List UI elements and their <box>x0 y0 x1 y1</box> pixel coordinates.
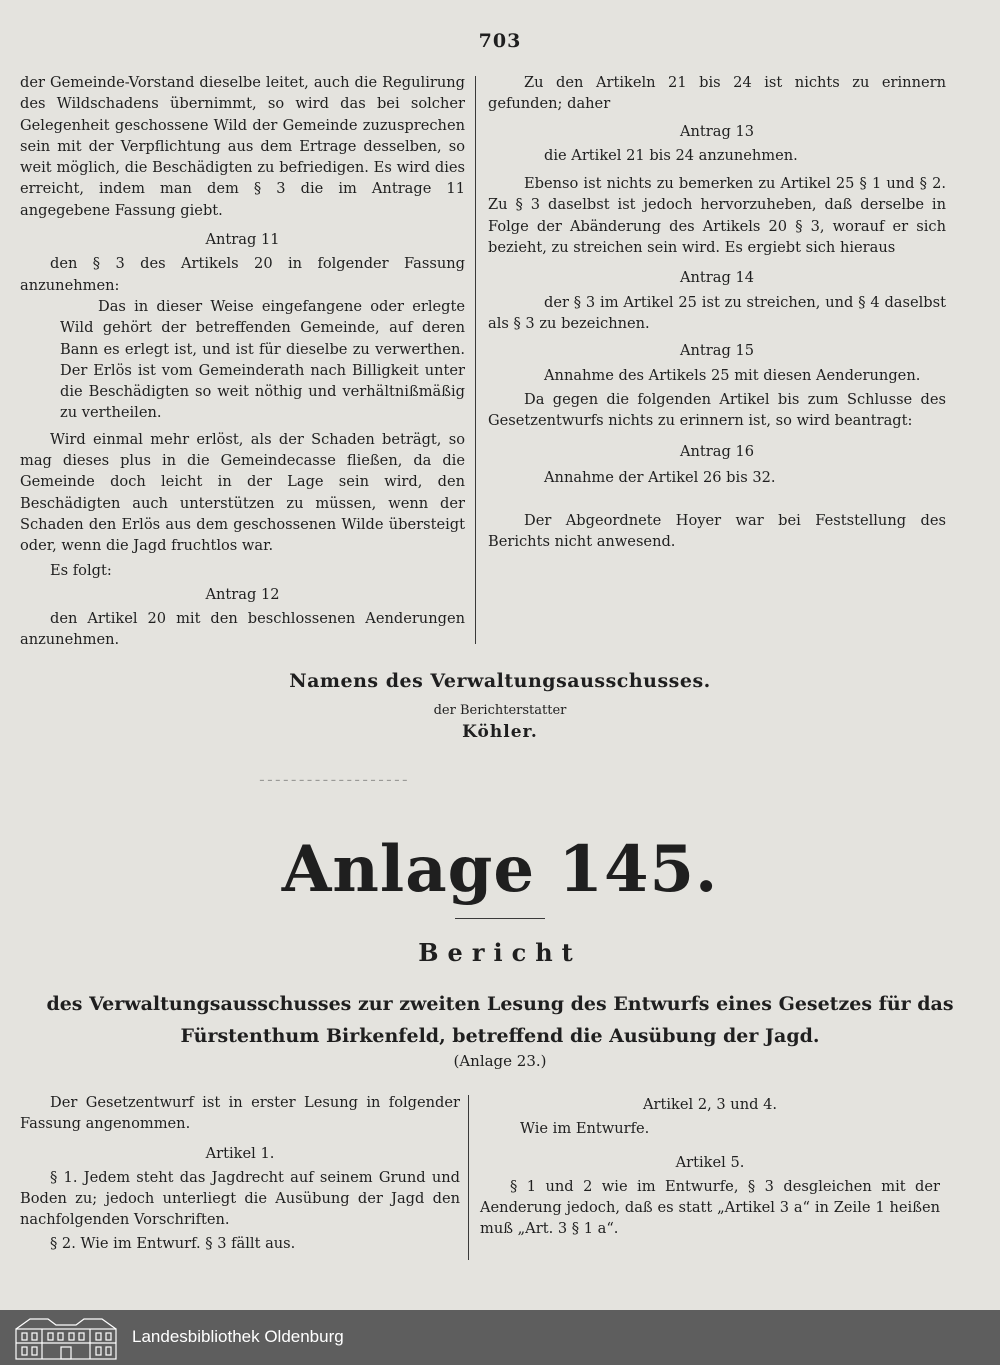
anlage-reference: (Anlage 23.) <box>453 1052 547 1070</box>
paragraph: Ebenso ist nichts zu bemerken zu Artikel 25 § 1 und § 2. Zu § 3 daselbst ist jedoch hervorzuheben, daß derselbe in Folge der Abänderung des Artikels 20 § 3, worauf er sich bezieht, zu streichen sein wird. Es ergiebt sich hieraus <box>488 175 946 257</box>
antrag-heading: Antrag 12 <box>205 585 280 603</box>
paragraph: Zu den Artikeln 21 bis 24 ist nichts zu erinnern gefunden; daher <box>488 74 946 113</box>
paragraph: § 1 und 2 wie im Entwurfe, § 3 desgleichen mit der Aenderung jedoch, daß es statt „Artikel 3 a“ in Zeile 1 heißen muß „Art. 3 § 1 a“. <box>480 1177 940 1238</box>
library-name: Landesbibliothek Oldenburg <box>132 1327 344 1346</box>
footer-bar <box>0 1310 1000 1365</box>
antrag-heading: Antrag 15 <box>679 342 755 360</box>
paragraph: der § 3 im Artikel 25 ist zu streichen, und § 4 daselbst als § 3 zu bezeichnen. <box>488 293 946 332</box>
paragraph: der Gemeinde-Vorstand dieselbe leitet, auch die Regulirung des Wildschadens übernimmt, so wird das bei solcher Gelegenheit geschossene Wild der Gemeinde zuzusprechen sein mit der Verpflichtung aus dem Ertrage desselben, so weit möglich, die Beschädigten zu befriedigen. Es wird dies erreicht, indem man dem § 3 die im Antrage 11 angegebene Fassung giebt. <box>20 74 465 219</box>
bericht-heading: Bericht <box>418 938 582 967</box>
antrag-heading: Antrag 13 <box>679 122 755 140</box>
paragraph: § 1. Jedem steht das Jagdrecht auf seinem Grund und Boden zu; jedoch unterliegt die Ausübung der Jagd den nachfolgenden Vorschriften. <box>20 1168 460 1229</box>
quoted-paragraph: Das in dieser Weise eingefangene oder erlegte Wild gehört der betreffenden Gemeinde, auf deren Bann es erlegt ist, und ist für dieselbe zu verwerthen. Der Erlös ist vom Gemeinderath nach Billigkeit unter die Beschädigten so weit nöthig und verhältnißmäßig zu vertheilen. <box>60 297 465 422</box>
title-rule <box>455 918 545 919</box>
signature-heading: Namens des Verwaltungsausschusses. <box>289 670 711 692</box>
article-heading: Artikel 2, 3 und 4. <box>642 1096 778 1113</box>
paragraph: den Artikel 20 mit den beschlossenen Aenderungen anzunehmen. <box>20 610 465 649</box>
page-number: 703 <box>478 30 522 52</box>
paragraph: Es folgt: <box>50 561 112 579</box>
anlage-title: Anlage 145. <box>281 832 719 907</box>
top-right-column <box>488 72 946 553</box>
paragraph: Annahme der Artikel 26 bis 32. <box>544 468 776 486</box>
antrag-heading: Antrag 11 <box>205 231 280 249</box>
paragraph: Der Gesetzentwurf ist in erster Lesung in folgender Fassung angenommen. <box>20 1094 460 1133</box>
paragraph: Der Abgeordnete Hoyer war bei Feststellung des Berichts nicht anwesend. <box>488 512 946 551</box>
column-divider <box>468 1095 469 1260</box>
bleed-through-text: ـ ـ ـ ـ ـ ـ ـ ـ ـ ـ ـ ـ ـ ـ ـ ـ ـ ـ ـ <box>260 770 407 785</box>
signature-role: der Berichterstatter <box>433 703 567 718</box>
antrag-heading: Antrag 14 <box>679 269 755 287</box>
paragraph: den § 3 des Artikels 20 in folgender Fassung anzunehmen: <box>20 255 465 294</box>
bottom-right-column <box>480 1092 940 1240</box>
paragraph: Wie im Entwurfe. <box>520 1120 650 1138</box>
top-left-column <box>20 72 465 651</box>
column-divider <box>475 76 476 644</box>
paragraph: Wird einmal mehr erlöst, als der Schaden beträgt, so mag dieses plus in die Gemeindecasse fließen, da die Gemeinde doch leicht in der Lage sein wird, den Beschädigten auch unterstützen zu müssen, wenn der Schaden den Erlös aus dem geschossenen Wilde übersteigt oder, wenn die Jagd fruchtlos war. <box>20 430 465 555</box>
paragraph: § 2. Wie im Entwurf. § 3 fällt aus. <box>50 1234 296 1252</box>
signature-name: Köhler. <box>462 722 538 742</box>
bericht-subtitle: des Verwaltungsausschusses zur zweiten Lesung des Entwurfs eines Gesetzes für das Fürstenthum Birkenfeld, betreffend die Ausübung der Jagd. <box>46 993 954 1047</box>
article-heading: Artikel 1. <box>205 1144 275 1162</box>
paragraph: Annahme des Artikels 25 mit diesen Aenderungen. <box>544 366 921 384</box>
paragraph: die Artikel 21 bis 24 anzunehmen. <box>544 146 798 164</box>
antrag-heading: Antrag 16 <box>679 443 755 461</box>
library-building-icon <box>12 1313 120 1361</box>
article-heading: Artikel 5. <box>675 1153 745 1171</box>
bottom-left-column <box>20 1092 460 1254</box>
paragraph: Da gegen die folgenden Artikel bis zum Schlusse des Gesetzentwurfs nichts zu erinnern ist, so wird beantragt: <box>488 390 946 430</box>
